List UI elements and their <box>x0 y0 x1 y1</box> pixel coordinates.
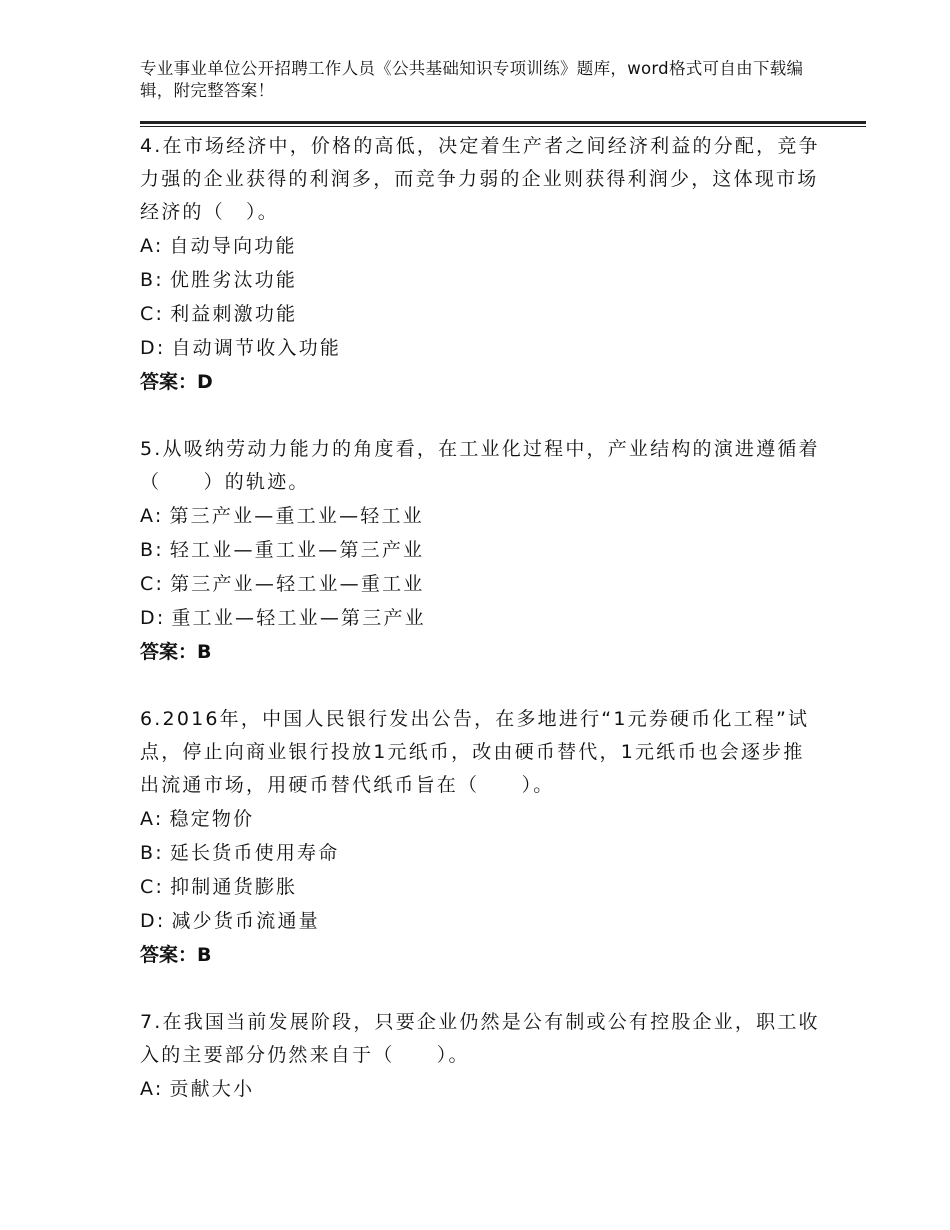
option-key: D: <box>140 337 166 359</box>
option-b <box>140 836 820 870</box>
option-text: 第三产业—重工业—轻工业 <box>169 505 424 527</box>
question-7 <box>140 1006 820 1106</box>
header-rule-thick <box>140 121 866 124</box>
question-gap <box>140 669 820 703</box>
option-key: A: <box>140 235 164 257</box>
option-text: 贡献大小 <box>169 1078 255 1100</box>
option-text: 减少货币流通量 <box>171 910 320 932</box>
question-5 <box>140 433 820 669</box>
option-c <box>140 297 820 331</box>
option-text: 重工业—轻工业—第三产业 <box>171 607 426 629</box>
question-gap <box>140 399 820 433</box>
option-text: 自动导向功能 <box>169 235 297 257</box>
option-key: D: <box>140 607 166 629</box>
answer-line: 答案：B <box>140 641 212 663</box>
option-a <box>140 802 820 836</box>
option-key: C: <box>140 876 165 898</box>
question-stem: 5.从吸纳劳动力能力的角度看，在工业化过程中，产业结构的演进遵循着（ ）的轨迹。 <box>140 438 820 493</box>
question-list <box>140 130 820 1106</box>
option-key: C: <box>140 303 165 325</box>
option-key: A: <box>140 505 164 527</box>
option-text: 稳定物价 <box>169 808 255 830</box>
option-key: B: <box>140 269 164 291</box>
option-key: D: <box>140 910 166 932</box>
question-stem: 7.在我国当前发展阶段，只要企业仍然是公有制或公有控股企业，职工收入的主要部分仍然来自于（ ）。 <box>140 1011 820 1066</box>
option-text: 轻工业—重工业—第三产业 <box>169 539 425 561</box>
answer-line: 答案：D <box>140 371 213 393</box>
option-text: 优胜劣汰功能 <box>169 269 298 291</box>
option-a <box>140 499 820 533</box>
answer-line: 答案：B <box>140 944 212 966</box>
option-a <box>140 1072 820 1106</box>
question-stem: 6.2016年，中国人民银行发出公告，在多地进行“1元券硬币化工程”试点，停止向商业银行投放1元纸币，改由硬币替代，1元纸币也会逐步推出流通市场，用硬币替代纸币旨在（ ）。 <box>140 708 810 796</box>
option-c <box>140 567 820 601</box>
option-b <box>140 263 820 297</box>
option-text: 第三产业—轻工业—重工业 <box>170 573 425 595</box>
option-b <box>140 533 820 567</box>
option-text: 自动调节收入功能 <box>171 337 342 359</box>
question-stem: 4.在市场经济中，价格的高低，决定着生产者之间经济利益的分配，竞争力强的企业获得的利润多，而竞争力弱的企业则获得利润少，这体现市场经济的（ ）。 <box>140 135 820 223</box>
option-d <box>140 904 820 938</box>
option-c <box>140 870 820 904</box>
option-text: 利益刺激功能 <box>170 303 298 325</box>
option-d <box>140 601 820 635</box>
option-key: A: <box>140 808 164 830</box>
option-key: B: <box>140 842 164 864</box>
page-header: 专业事业单位公开招聘工作人员《公共基础知识专项训练》题库，word格式可自由下载编辑，附完整答案！ <box>140 59 804 100</box>
option-a <box>140 229 820 263</box>
header-rule-thin <box>140 126 866 127</box>
option-key: B: <box>140 539 164 561</box>
option-text: 延长货币使用寿命 <box>169 842 340 864</box>
option-key: A: <box>140 1078 164 1100</box>
question-gap <box>140 972 820 1006</box>
option-key: C: <box>140 573 165 595</box>
option-text: 抑制通货膨胀 <box>170 876 298 898</box>
question-4 <box>140 130 820 399</box>
question-6 <box>140 703 820 972</box>
option-d <box>140 331 820 365</box>
